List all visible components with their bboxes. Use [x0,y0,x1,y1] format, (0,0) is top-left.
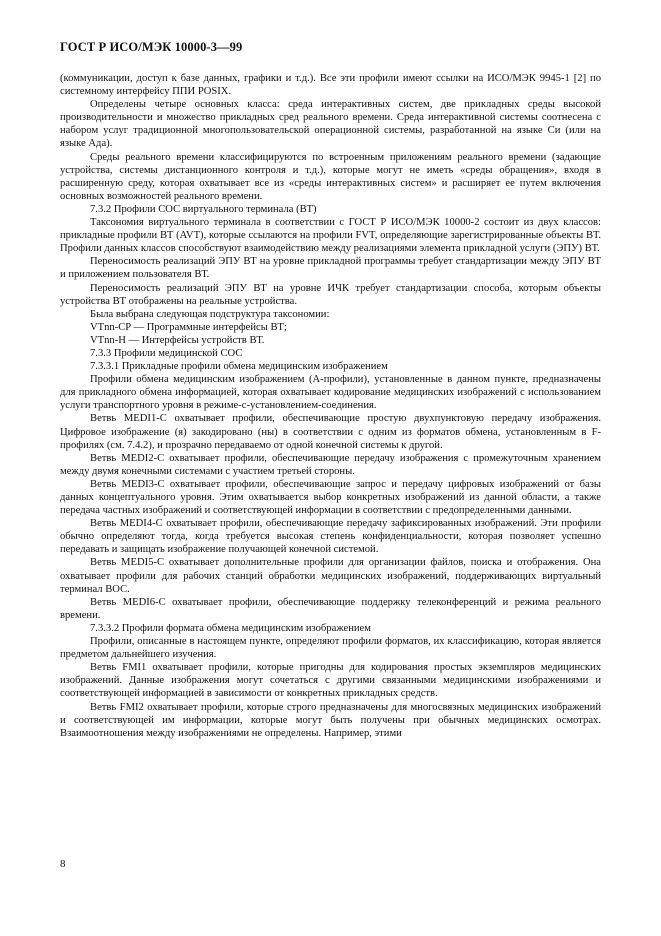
paragraph: Ветвь MEDI4-С охватывает профили, обеспечивающие передачу зафиксированных изображений. Эти профили обычно определяют тогда, когда требуется высокая степень конфиденциальности, которая позволяет успешно передавать и защищать изображение получающей конечной системой. [60,518,601,556]
paragraph: Переносимость реализаций ЭПУ ВТ на уровне прикладной программы требует стандартизации между ЭПУ ВТ и приложением пользователя ВТ. [60,256,601,281]
paragraph: Профили, описанные в настоящем пункте, определяют профили форматов, их классификацию, которая является предметом дальнейшего изучения. [60,636,601,661]
paragraph: Таксономия виртуального терминала в соответствии с ГОСТ Р ИСО/МЭК 10000-2 состоит из двух классов: прикладные профили ВТ (AVT), которые ссылаются на профили FVT, определяющие зарегистрированные объекты ВТ. Профили данных классов способствуют взаимодействию между реализациями элемента прикладной услуги (ЭПУ) ВТ. [60,217,601,255]
list-item: VTnn-CP — Программные интерфейсы ВТ; [90,321,287,333]
page-number: 8 [60,858,66,870]
paragraph: (коммуникации, доступ к базе данных, графики и т.д.). Все эти профили имеют ссылки на ИСО/МЭК 9945-1 [2] по системному интерфейсу ППИ POSIX. [60,73,601,98]
section-heading: 7.3.3.2 Профили формата обмена медицинским изображением [90,622,371,634]
paragraph: Среды реального времени классифицируются по встроенным приложениям реального времени (задающие устройства, системы дистанционного контроля и т.д.), которые могут не иметь «среды обращения», входя в расширенную среду, которая охватывает все из «среды интерактивных систем» и расширяет ее путем включения основных возможностей реального времени. [60,151,601,202]
paragraph: Ветвь MEDI1-С охватывает профили, обеспечивающие простую двухпунктовую передачу изображения. Цифровое изображение (я) закодировано (ны) в соответствии с одним из форматов обмена, установленным в F-профилях (см. 7.4.2), и прозрачно передаваемо от одной конечной системы к другой. [60,413,601,451]
paragraph: Переносимость реализаций ЭПУ ВТ на уровне ИЧК требует стандартизации способа, которым объекты устройства ВТ отображены на реальные устройства. [60,282,601,307]
paragraph: Ветвь MEDI6-С охватывает профили, обеспечивающие поддержку телеконференций и режима реального времени. [60,596,601,621]
paragraph: Определены четыре основных класса: среда интерактивных систем, две прикладных среды высокой производительности и множество прикладных сред реального времени. Среда интерактивной системы соотнесена с набором услуг традиционной многопользовательской операционной системы, разработанной на языке Си (или на языке Ада). [60,99,601,150]
paragraph: Ветвь FMI1 охватывает профили, которые пригодны для кодирования простых экземпляров медицинских изображений. Данные изображения могут сочетаться с другими связанными медицинскими изображениями и соответствующей информацией в зависимости от конкретных прикладных средств. [60,662,601,700]
paragraph: Ветвь FMI2 охватывает профили, которые строго предназначены для многосвязных медицинских изображений и соответствующей им информации, которые могут быть получены при обычных медицинских осмотрах. Взаимоотношения между изображениями не определены. Например, этими [60,701,601,739]
page-header-title: ГОСТ Р ИСО/МЭК 10000-3—99 [60,40,243,54]
section-heading: 7.3.3.1 Прикладные профили обмена медицинским изображением [90,361,388,373]
document-body [60,72,601,740]
paragraph: Была выбрана следующая подструктура таксономии: [90,308,330,320]
paragraph: Ветвь MEDI5-С охватывает дополнительные профили для организации файлов, поиска и отображения. Она охватывает профили для рабочих станций обработки медицинских изображений, поддерживающих виртуальный терминал ВОС. [60,557,601,595]
page [60,40,601,740]
section-heading: 7.3.2 Профили СОС виртуального терминала (ВТ) [90,203,317,215]
paragraph: Ветвь MEDI3-С охватывает профили, обеспечивающие запрос и передачу цифровых изображений от базы данных концептуального уровня. Этим охватывается выбор конкретных изображений из данной области, а также передача частных изображений и соответствующей информации в соответствии с предопределенными данными. [60,478,601,517]
list-item: VTnn-H — Интерфейсы устройств ВТ. [90,334,265,346]
section-heading: 7.3.3 Профили медицинской СОС [90,347,243,359]
paragraph: Профили обмена медицинским изображением (А-профили), установленные в данном пункте, предназначены для прикладного обмена информацией, которая охватывает кодирование медицинских изображений с использованием услуги транспортного уровня в режиме-с-установлением-соединения. [60,374,601,412]
paragraph: Ветвь MEDI2-С охватывает профили, обеспечивающие передачу изображения с промежуточным хранением между двумя конечными системами с участием третьей стороны. [60,452,601,477]
